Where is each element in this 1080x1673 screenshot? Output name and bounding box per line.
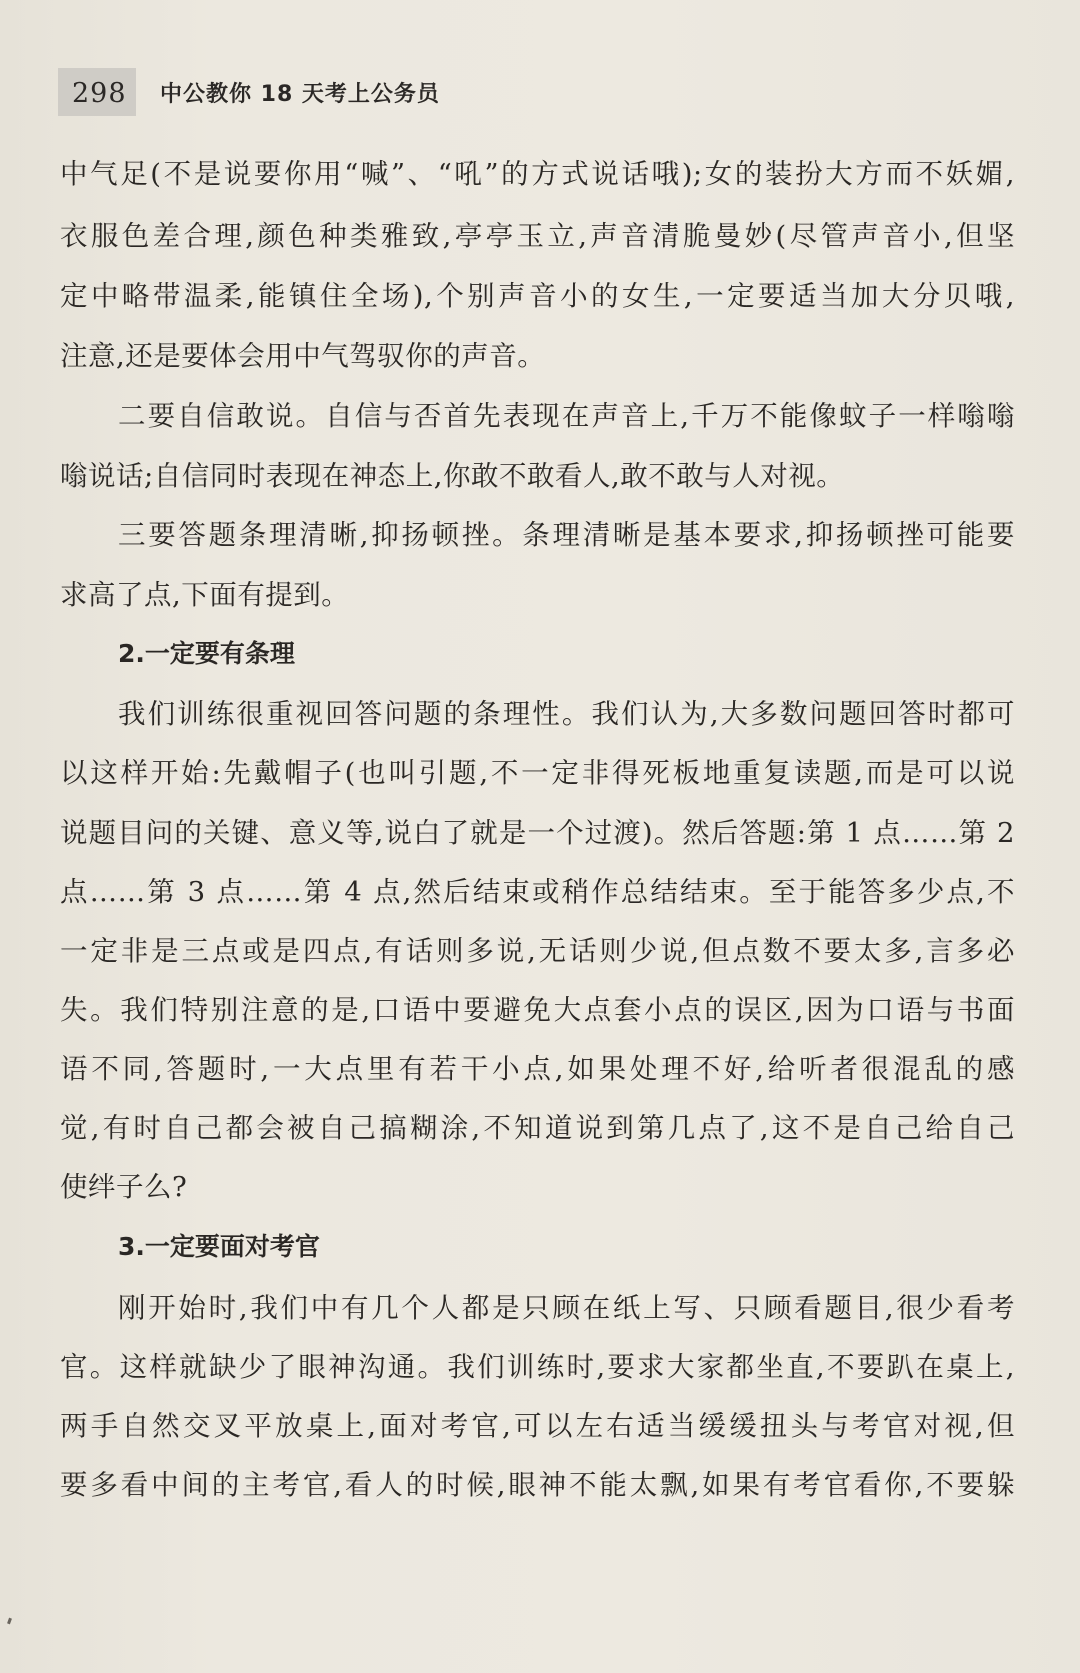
running-title: 中公教你 18 天考上公务员 (160, 82, 440, 107)
body-line: 求高了点,下面有提到。 (60, 579, 350, 611)
body-line: 官。这样就缺少了眼神沟通。我们训练时,要求大家都坐直,不要趴在桌上, (60, 1351, 1015, 1383)
body-line: 点……第 3 点……第 4 点,然后结束或稍作总结结束。至于能答多少点,不 (60, 876, 1015, 908)
body-line: 中气足(不是说要你用“喊”、“吼”的方式说话哦);女的装扮大方而不妖媚, (60, 158, 1015, 190)
page-header (58, 64, 1018, 122)
body-line: 失。我们特别注意的是,口语中要避免大点套小点的误区,因为口语与书面 (60, 994, 1015, 1026)
body-line: 使绊子么? (60, 1171, 188, 1203)
body-line: 衣服色差合理,颜色种类雅致,亭亭玉立,声音清脆曼妙(尽管声音小,但坚 (60, 220, 1015, 252)
page-number-box (58, 68, 136, 116)
body-line: 我们训练很重视回答问题的条理性。我们认为,大多数问题回答时都可 (118, 698, 1015, 730)
section-heading: 3.一定要面对考官 (118, 1232, 320, 1261)
scan-speck (7, 1618, 12, 1625)
body-line: 三要答题条理清晰,抑扬顿挫。条理清晰是基本要求,抑扬顿挫可能要 (118, 519, 1015, 551)
body-line: 注意,还是要体会用中气驾驭你的声音。 (60, 340, 546, 372)
body-line: 要多看中间的主考官,看人的时候,眼神不能太飘,如果有考官看你,不要躲 (60, 1469, 1015, 1501)
section-heading: 2.一定要有条理 (118, 639, 295, 668)
body-line: 说题目问的关键、意义等,说白了就是一个过渡)。然后答题:第 1 点……第 2 (60, 817, 1015, 849)
body-line: 一定非是三点或是四点,有话则多说,无话则少说,但点数不要太多,言多必 (60, 935, 1015, 967)
body-line: 觉,有时自己都会被自己搞糊涂,不知道说到第几点了,这不是自己给自己 (60, 1112, 1015, 1144)
page-number: 298 (72, 78, 127, 109)
body-line: 嗡说话;自信同时表现在神态上,你敢不敢看人,敢不敢与人对视。 (60, 460, 845, 492)
body-line: 语不同,答题时,一大点里有若干小点,如果处理不好,给听者很混乱的感 (60, 1053, 1015, 1085)
body-line: 刚开始时,我们中有几个人都是只顾在纸上写、只顾看题目,很少看考 (118, 1292, 1015, 1324)
body-line: 定中略带温柔,能镇住全场),个别声音小的女生,一定要适当加大分贝哦, (60, 280, 1015, 312)
body-line: 两手自然交叉平放桌上,面对考官,可以左右适当缓缓扭头与考官对视,但 (60, 1410, 1015, 1442)
body-line: 以这样开始:先戴帽子(也叫引题,不一定非得死板地重复读题,而是可以说 (60, 757, 1015, 789)
body-line: 二要自信敢说。自信与否首先表现在声音上,千万不能像蚊子一样嗡嗡 (118, 400, 1015, 432)
